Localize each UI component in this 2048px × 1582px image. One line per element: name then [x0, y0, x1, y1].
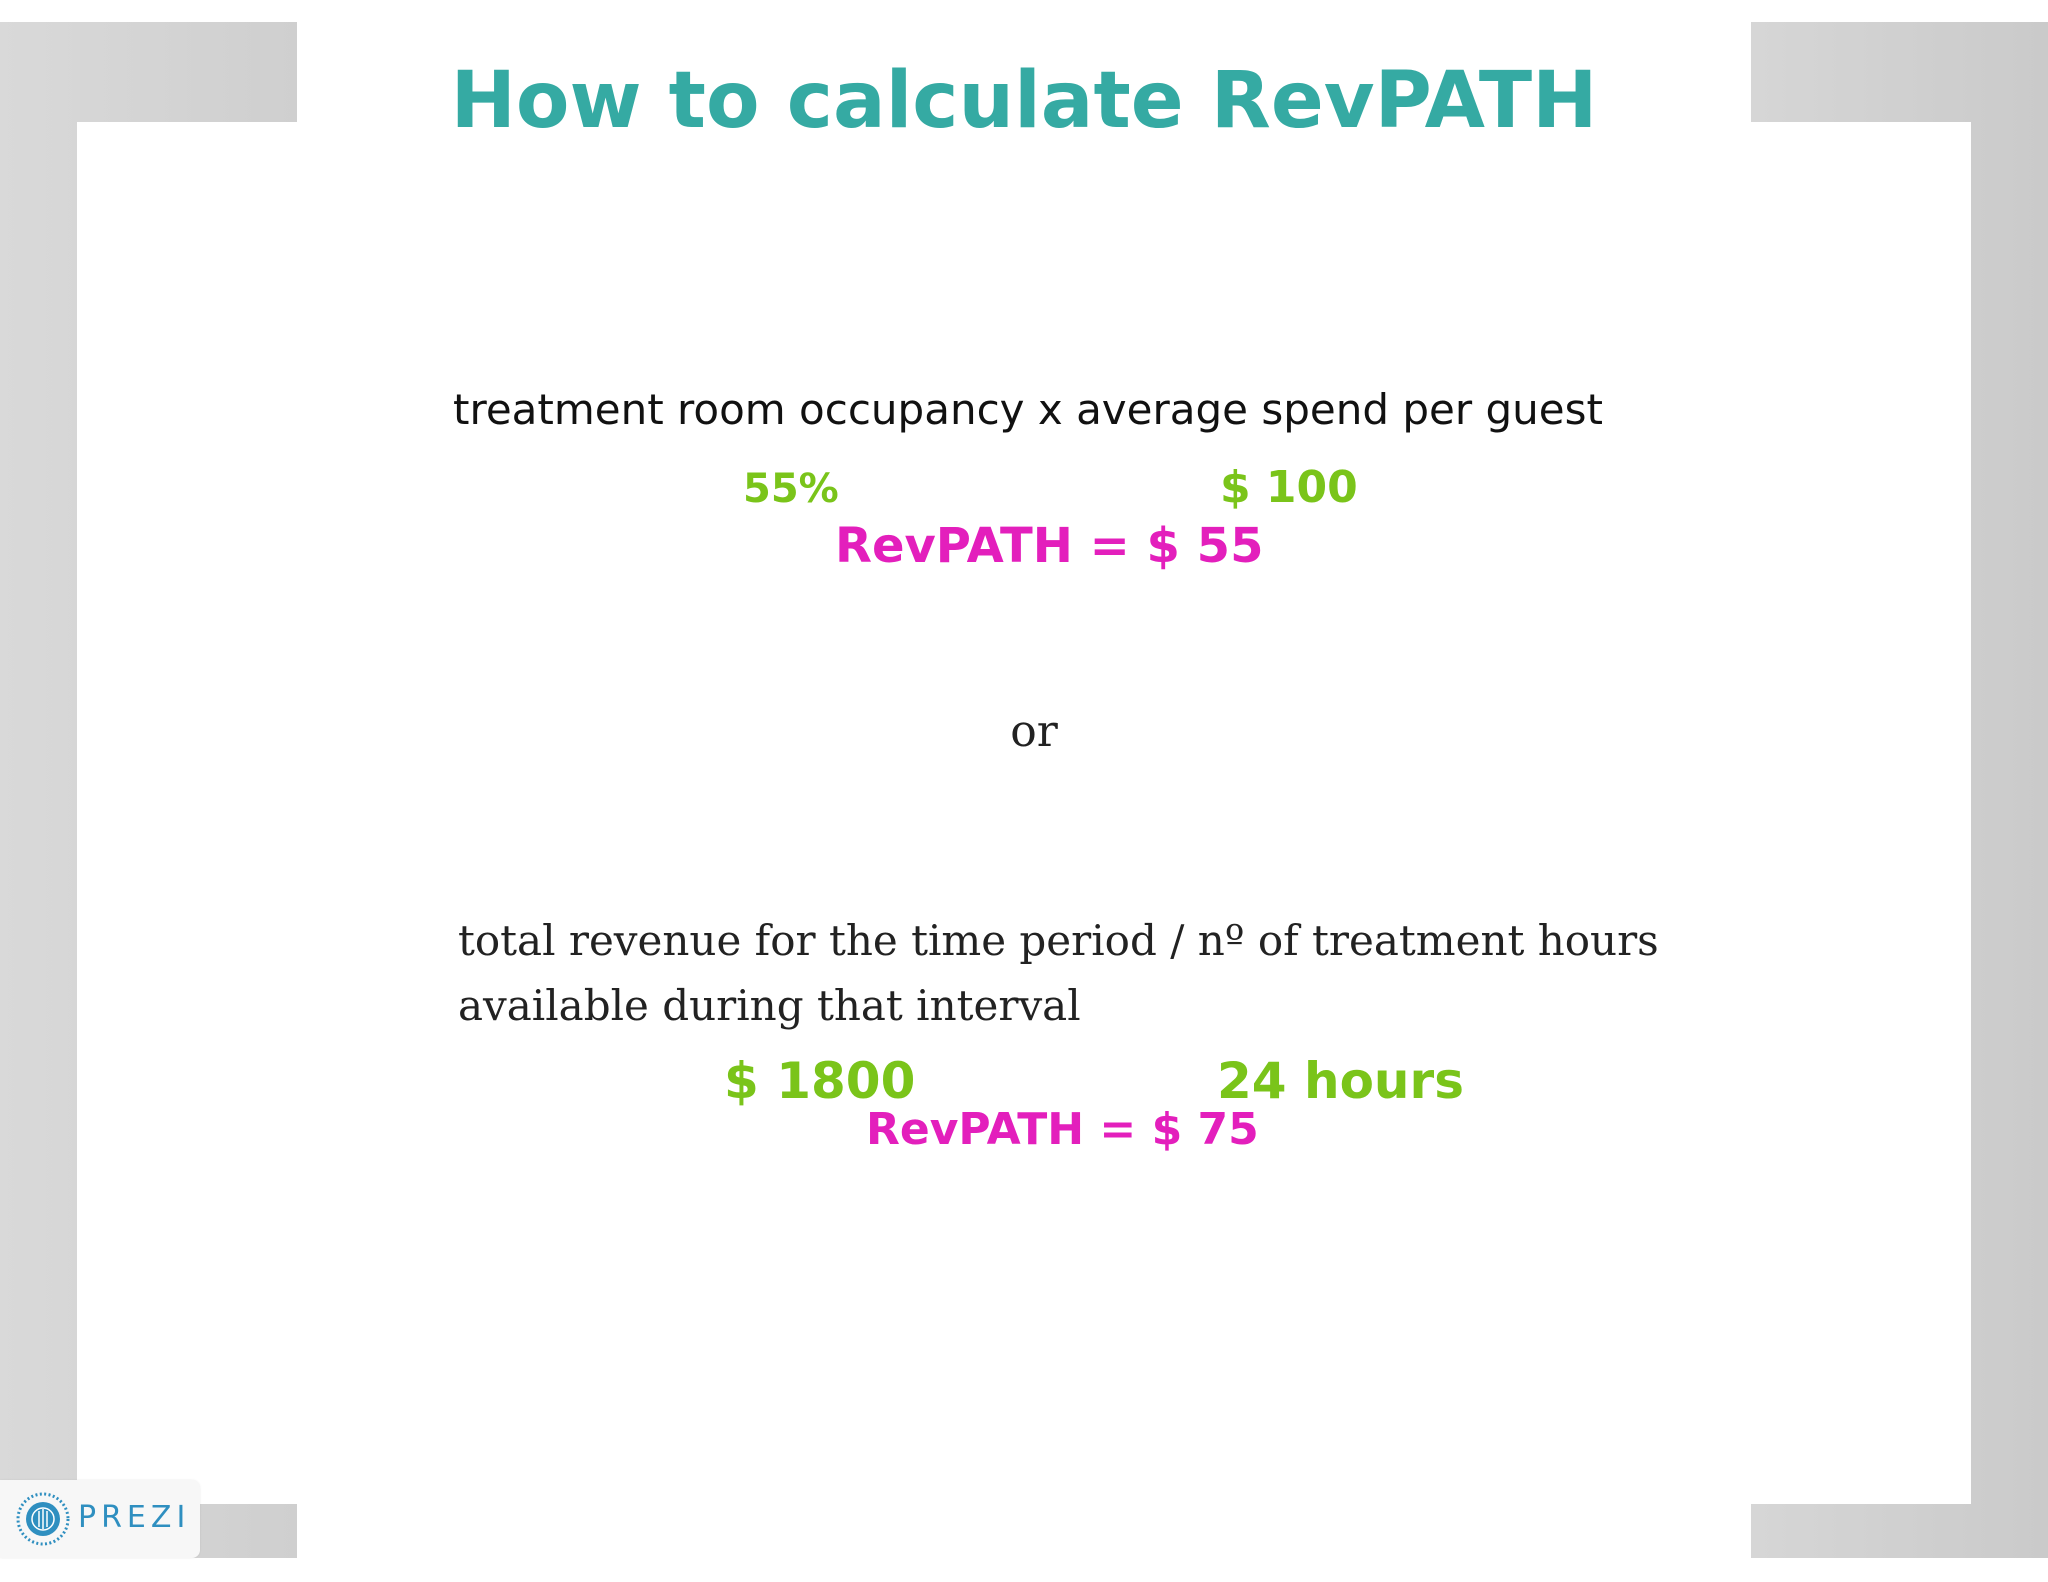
example-spend-value: $ 100 — [1220, 462, 1358, 513]
formula-revenue-hours-line-1: total revenue for the time period / nº of treatment hours — [458, 916, 1659, 965]
prezi-logo-icon — [16, 1492, 70, 1546]
slide-title: How to calculate RevPATH — [450, 56, 1598, 146]
formula-revenue-hours-line-2: available during that interval — [458, 981, 1081, 1030]
example-2-result: RevPATH = $ 75 — [866, 1104, 1259, 1155]
prezi-badge-link[interactable] — [0, 1480, 200, 1558]
formula-occupancy-spend: treatment room occupancy x average spend per guest — [453, 385, 1603, 434]
separator-or: or — [1010, 706, 1058, 757]
example-1-result: RevPATH = $ 55 — [835, 518, 1264, 574]
example-revenue-value: $ 1800 — [724, 1052, 916, 1110]
example-occupancy-value: 55% — [743, 466, 839, 512]
example-hours-value: 24 hours — [1217, 1052, 1464, 1110]
prezi-wordmark: PREZI — [78, 1500, 191, 1535]
